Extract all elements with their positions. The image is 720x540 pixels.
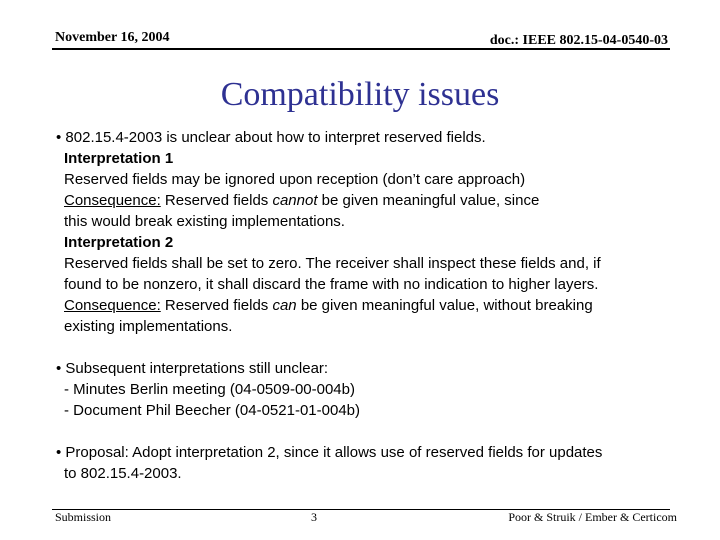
- interpretation-1-consequence: [56, 190, 676, 211]
- consequence-label: Consequence:: [64, 297, 161, 314]
- spacer: [56, 421, 676, 442]
- consequence-text: Reserved fields: [160, 297, 273, 314]
- interpretation-2-text-cont: found to be nonzero, it shall discard the frame with no indication to higher layers.: [64, 276, 599, 293]
- slide-body: [56, 127, 676, 484]
- footer-submission: Submission: [55, 510, 112, 524]
- bullet-subsequent-interpretations: • Subsequent interpretations still unclear:: [56, 360, 329, 377]
- interpretation-2-consequence: [56, 295, 676, 316]
- slide-title: Compatibility issues: [220, 76, 500, 113]
- bullet-proposal: • Proposal: Adopt interpretation 2, since it allows use of reserved fields for updates: [56, 444, 603, 461]
- interpretation-2-consequence-cont: existing implementations.: [64, 318, 233, 335]
- interpretation-2-heading: Interpretation 2: [64, 234, 174, 251]
- consequence-label: Consequence:: [64, 192, 161, 209]
- consequence-emphasis: cannot: [272, 192, 318, 209]
- header-divider: [52, 48, 670, 50]
- footer-page-number: 3: [311, 510, 317, 524]
- interpretation-1-text: Reserved fields may be ignored upon reception (don’t care approach): [64, 171, 526, 188]
- interpretation-1-consequence-cont: this would break existing implementations.: [64, 213, 345, 230]
- header-doc-id: doc.: IEEE 802.15-04-0540-03: [489, 33, 668, 48]
- reference-item: - Document Phil Beecher (04-0521-01-004b): [64, 402, 360, 419]
- consequence-emphasis: can: [272, 297, 297, 314]
- header-date: November 16, 2004: [55, 30, 170, 45]
- spacer: [56, 337, 676, 358]
- reference-item: - Minutes Berlin meeting (04-0509-00-004b): [64, 381, 355, 398]
- consequence-text: be given meaningful value, since: [317, 192, 540, 209]
- consequence-text: Reserved fields: [160, 192, 273, 209]
- interpretation-2-text: Reserved fields shall be set to zero. The receiver shall inspect these fields and, if: [64, 255, 601, 272]
- footer-authors: Poor & Struik / Ember & Certicom: [508, 510, 677, 524]
- interpretation-1-heading: Interpretation 1: [64, 150, 174, 167]
- consequence-text: be given meaningful value, without breaking: [296, 297, 593, 314]
- bullet-reserved-fields: • 802.15.4-2003 is unclear about how to interpret reserved fields.: [56, 129, 486, 146]
- bullet-proposal-cont: to 802.15.4-2003.: [64, 465, 182, 482]
